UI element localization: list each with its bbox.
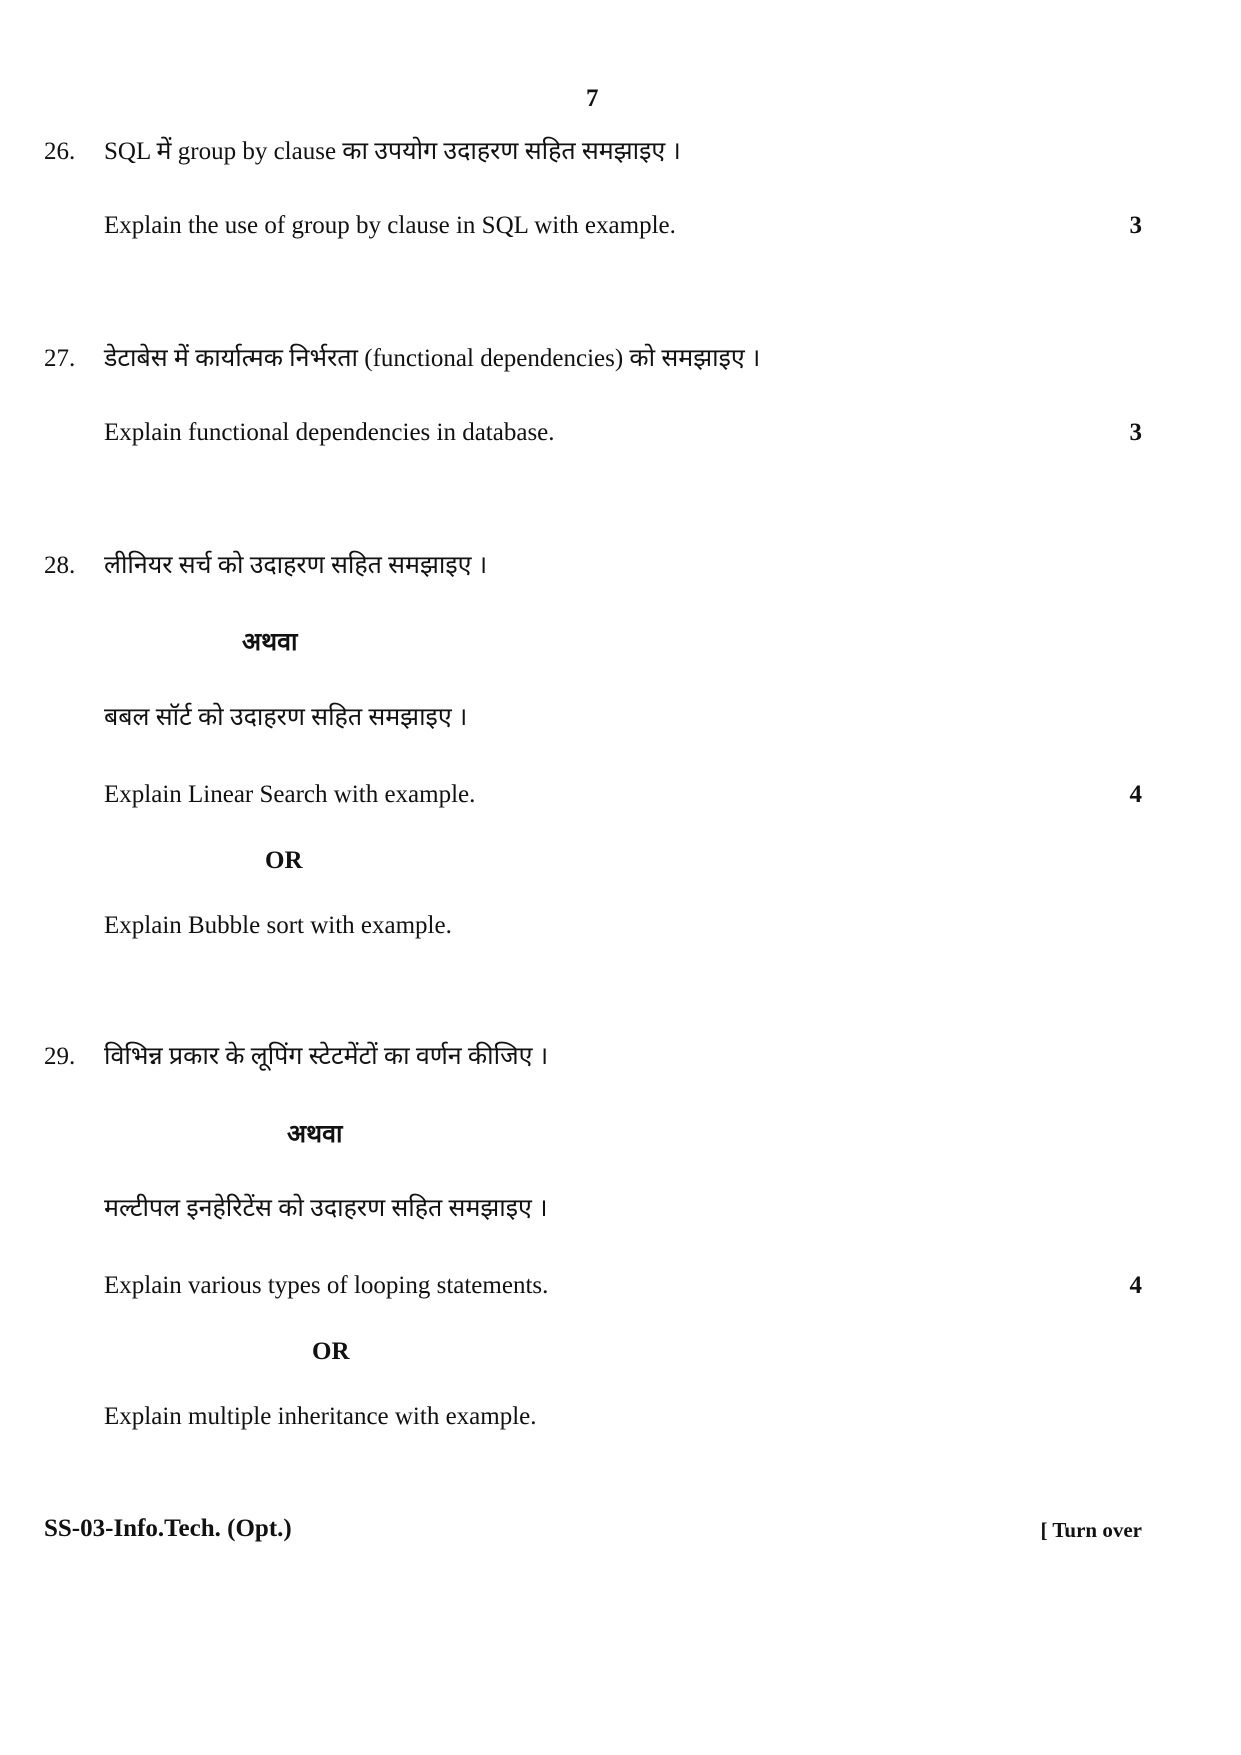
alternative-hindi: मल्टीपल इनहेरिटेंस को उदाहरण सहित समझाइए । bbox=[104, 1195, 548, 1222]
or-hindi: अथवा bbox=[287, 1121, 343, 1148]
page-number: 7 bbox=[586, 85, 599, 112]
question-hindi: डेटाबेस में कार्यात्मक निर्भरता (functional dependencies) को समझाइए । bbox=[104, 345, 761, 372]
question-number: 27. bbox=[44, 345, 76, 372]
question-english: Explain Linear Search with example. bbox=[104, 781, 476, 808]
question-hindi: SQL में group by clause का उपयोग उदाहरण सहित समझाइए । bbox=[104, 138, 681, 165]
question-english: Explain functional dependencies in database. bbox=[104, 419, 555, 446]
question-english: Explain various types of looping statements. bbox=[104, 1272, 549, 1299]
question-marks: 4 bbox=[1129, 1272, 1142, 1299]
question-marks: 3 bbox=[1129, 419, 1142, 446]
question-number: 29. bbox=[44, 1043, 76, 1070]
question-hindi: विभिन्न प्रकार के लूपिंग स्टेटमेंटों का वर्णन कीजिए । bbox=[104, 1043, 549, 1070]
alternative-hindi: बबल सॉर्ट को उदाहरण सहित समझाइए । bbox=[104, 704, 468, 731]
turn-over-label: [ Turn over bbox=[1040, 1518, 1142, 1542]
question-marks: 4 bbox=[1129, 781, 1142, 808]
or-hindi: अथवा bbox=[242, 629, 298, 656]
question-number: 28. bbox=[44, 552, 76, 579]
question-hindi: लीनियर सर्च को उदाहरण सहित समझाइए । bbox=[104, 552, 488, 579]
paper-code: SS-03-Info.Tech. (Opt.) bbox=[44, 1515, 292, 1542]
or-english: OR bbox=[265, 847, 303, 874]
question-marks: 3 bbox=[1129, 212, 1142, 239]
question-english: Explain the use of group by clause in SQL with example. bbox=[104, 212, 676, 239]
question-number: 26. bbox=[44, 138, 76, 165]
alternative-english: Explain Bubble sort with example. bbox=[104, 912, 452, 939]
or-english: OR bbox=[312, 1338, 350, 1365]
alternative-english: Explain multiple inheritance with example. bbox=[104, 1403, 537, 1430]
